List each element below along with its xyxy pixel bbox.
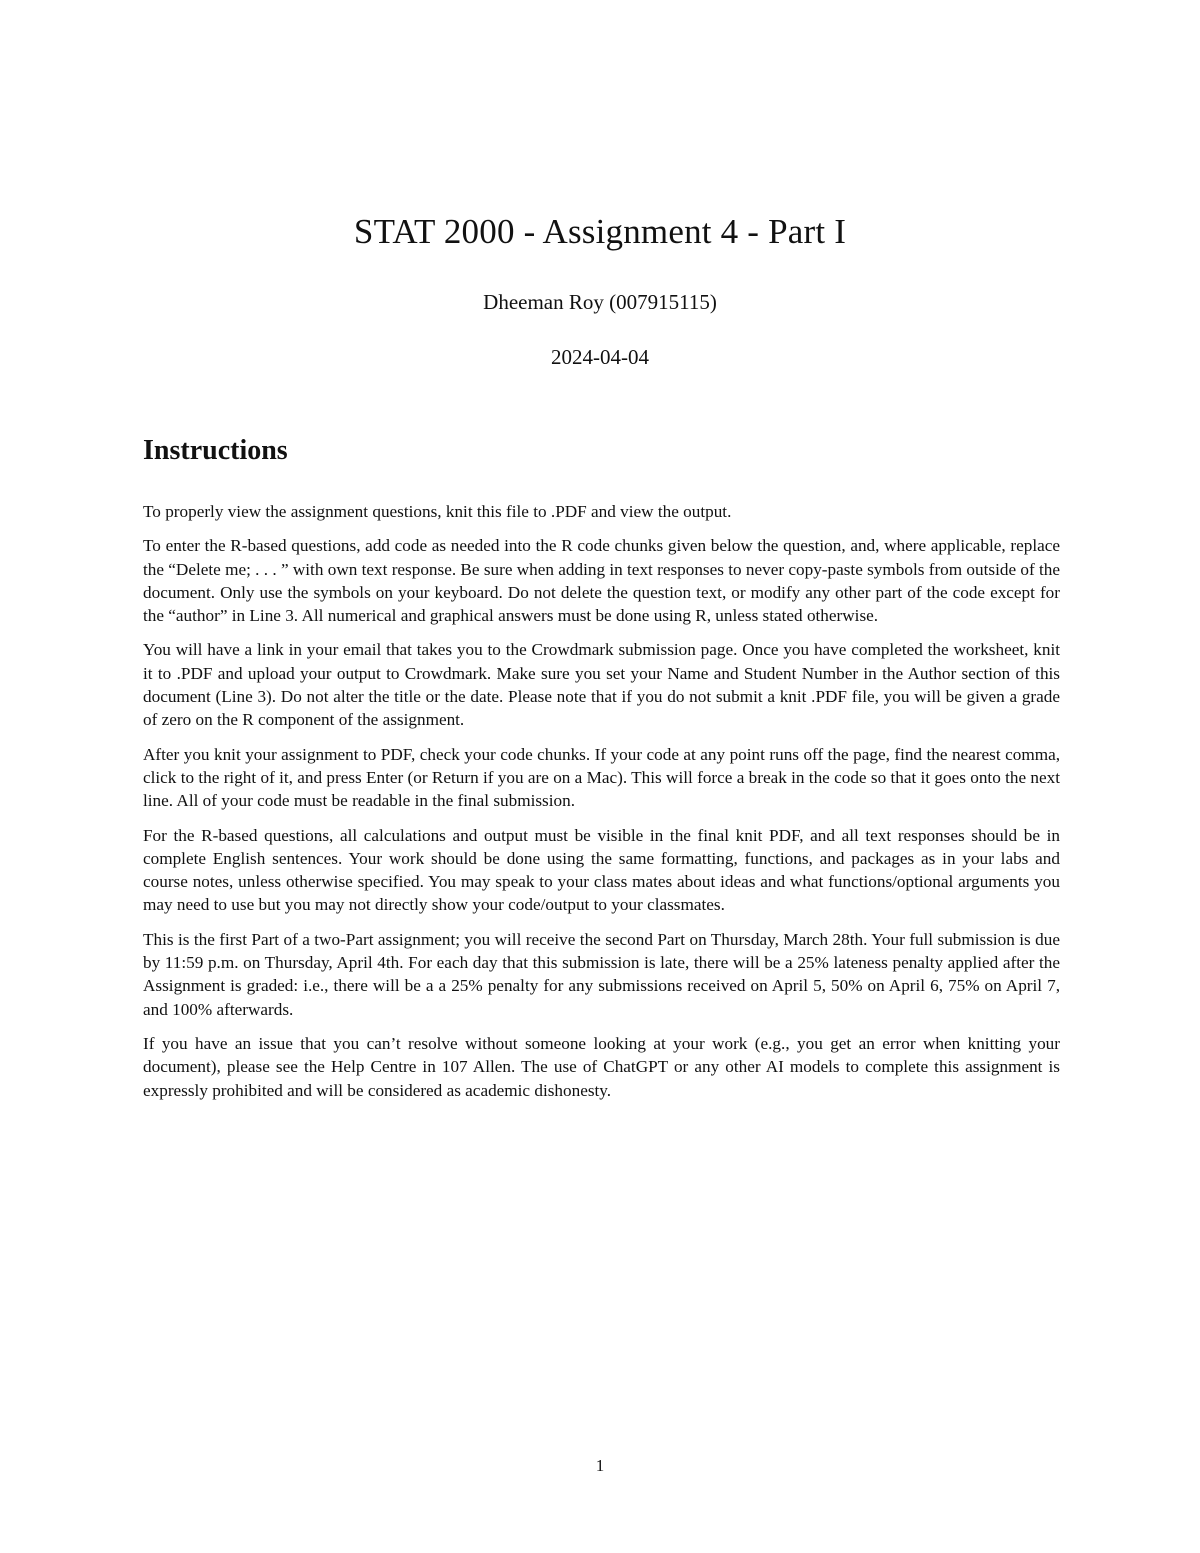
instructions-heading: Instructions	[143, 435, 288, 466]
instructions-paragraph: After you knit your assignment to PDF, check your code chunks. If your code at any point runs off the page, find the nearest comma, click to the right of it, and press Enter (or Return if you are on a Mac). This will force a break in the code so that it goes onto the next line. All of your code must be readable in the final submission.	[143, 744, 1060, 811]
instructions-paragraph: For the R-based questions, all calculations and output must be visible in the final knit PDF, and all text responses should be in complete English sentences. Your work should be done using the same formatting, functions, and packages as in your labs and course notes, unless otherwise specified. You may speak to your class mates about ideas and what functions/optional arguments you may need to use but you may not directly show your code/output to your classmates.	[143, 825, 1060, 915]
instructions-paragraph: If you have an issue that you can’t resolve without someone looking at your work (e.g., you get an error when knitting your document), please see the Help Centre in 107 Allen. The use of ChatGPT or any other AI models to complete this assignment is expressly prohibited and will be considered as academic dishonesty.	[143, 1033, 1060, 1100]
instructions-paragraph: This is the first Part of a two-Part assignment; you will receive the second Part on Thursday, March 28th. Your full submission is due by 11:59 p.m. on Thursday, April 4th. For each day that this submission is late, there will be a 25% lateness penalty applied after the Assignment is graded: i.e., there will be a a 25% penalty for any submissions received on April 5, 50% on April 6, 75% on April 7, and 100% afterwards.	[143, 929, 1060, 1019]
instructions-paragraph: To properly view the assignment questions, knit this file to .PDF and view the output.	[143, 502, 732, 521]
instructions-body	[143, 500, 1060, 1113]
document-author: Dheeman Roy (007915115)	[483, 290, 717, 314]
instructions-paragraph: You will have a link in your email that takes you to the Crowdmark submission page. Once you have completed the worksheet, knit it to .PDF and upload your output to Crowdmark. Make sure you set your Name and Student Number in the Author section of this document (Line 3). Do not alter the title or the date. Please note that if you do not submit a knit .PDF file, you will be given a grade of zero on the R component of the assignment.	[143, 640, 1060, 730]
page-number: 1	[595, 1456, 605, 1475]
instructions-paragraph: To enter the R-based questions, add code as needed into the R code chunks given below the question, and, where applicable, replace the “Delete me; . . . ” with own text response. Be sure when adding in text responses to never copy-paste symbols from outside of the document. Only use the symbols on your keyboard. Do not delete the question text, or modify any other part of the code except for the “author” in Line 3. All numerical and graphical answers must be done using R, unless stated otherwise.	[143, 536, 1060, 626]
document-date: 2024-04-04	[551, 345, 649, 369]
document-title: STAT 2000 - Assignment 4 - Part I	[353, 212, 847, 251]
